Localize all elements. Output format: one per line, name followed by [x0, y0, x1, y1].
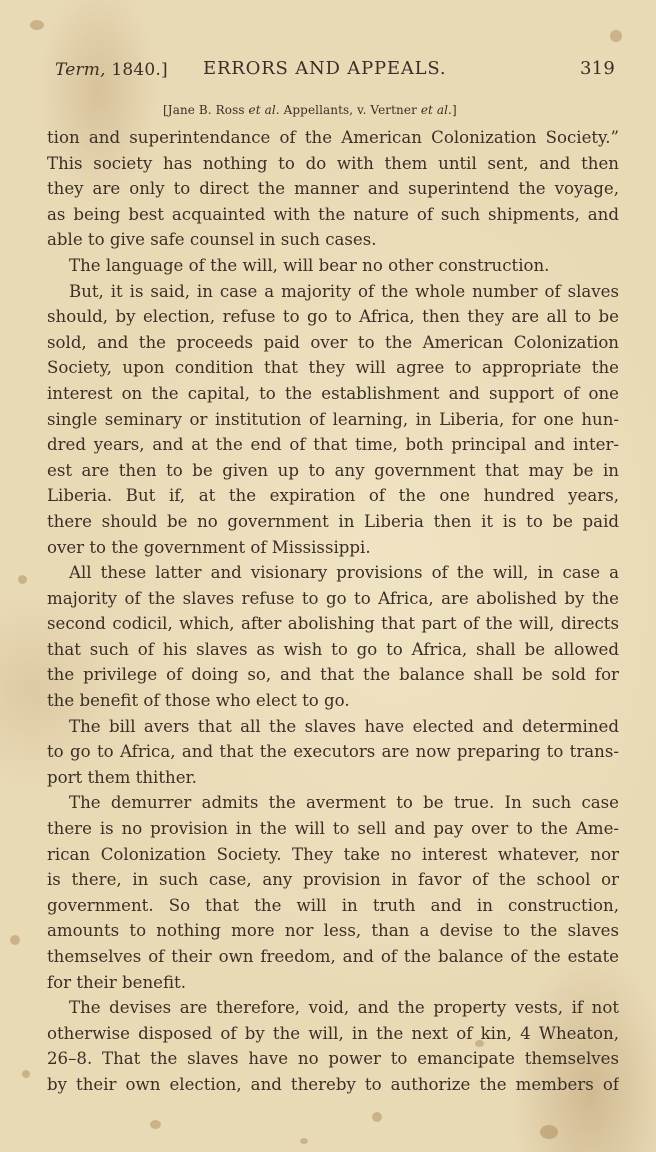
text-line: government. So that the will in truth and in construction,	[47, 895, 619, 915]
text-line: dred years, and at the end of that time, both principal and inter-	[47, 435, 619, 455]
text-line: 26–8. That the slaves have no power to emancipate themselves	[47, 1049, 619, 1069]
text-line: tion and superintendance of the American Colonization Society.”	[47, 128, 619, 147]
page-number: 319	[580, 58, 615, 79]
text-line: the privilege of doing so, and that the balance shall be sold for	[47, 665, 619, 685]
text-line: interest on the capital, to the establishment and support of one	[47, 383, 619, 403]
case-caption-etal-1: et al.	[248, 103, 280, 117]
text-line: port them thither.	[47, 767, 197, 787]
text-line: themselves of their own freedom, and of the balance of the estate	[47, 947, 619, 966]
text-line: sold, and the proceeds paid over to the American Colonization	[47, 332, 619, 352]
text-line: by their own election, and thereby to authorize the members of	[47, 1074, 619, 1094]
text-line: should, by election, refuse to go to Africa, then they are all to be	[47, 307, 619, 327]
text-line: to go to Africa, and that the executors are now preparing to trans-	[47, 742, 619, 762]
text-line: there should be no government in Liberia then it is to be paid	[47, 511, 619, 531]
text-line: there is no provision in the will to sell and pay over to the Ame-	[47, 819, 619, 839]
text-line: The devises are therefore, void, and the property vests, if not	[69, 998, 619, 1018]
text-line: able to give safe counsel in such cases.	[47, 230, 377, 250]
text-line: that such of his slaves as wish to go to Africa, shall be allowed	[47, 639, 619, 659]
header-term	[55, 60, 168, 80]
text-line: But, it is said, in case a majority of the whole number of slaves	[69, 281, 619, 301]
page-body-text	[47, 125, 619, 1098]
text-line: All these latter and visionary provisions of the will, in case a	[69, 563, 619, 583]
text-line: is there, in such case, any provision in favor of the school or	[47, 870, 619, 890]
text-line: single seminary or institution of learning, in Liberia, for one hun-	[47, 409, 619, 429]
text-line: The bill avers that all the slaves have elected and determined	[69, 716, 619, 736]
text-line: Liberia. But if, at the expiration of the one hundred years,	[47, 486, 619, 506]
text-line: they are only to direct the manner and superintend the voyage,	[47, 179, 619, 199]
text-line: The language of the will, will bear no other construction.	[69, 255, 550, 275]
text-line: The demurrer admits the averment to be true. In such case	[69, 793, 619, 813]
case-caption-open: [Jane B. Ross	[163, 103, 245, 117]
case-caption-etal-2: et al.	[420, 103, 452, 117]
text-line: for their benefit.	[47, 972, 186, 992]
text-line: second codicil, which, after abolishing that part of the will, directs	[47, 614, 619, 634]
case-caption-close: ]	[451, 103, 457, 117]
text-line: as being best acquainted with the nature of such shipments, and	[47, 204, 619, 224]
text-line: est are then to be given up to any government that may be in	[47, 460, 619, 480]
header-term-word: Term,	[55, 60, 106, 80]
text-line: Society, upon condition that they will agree to appropriate the	[47, 358, 619, 378]
case-caption	[163, 103, 457, 117]
text-line: This society has nothing to do with them until sent, and then	[47, 153, 619, 173]
text-line: majority of the slaves refuse to go to Africa, are abolished by the	[47, 588, 619, 608]
text-line: amounts to nothing more nor less, than a devise to the slaves	[47, 921, 619, 941]
running-header	[55, 58, 615, 84]
text-line: the benefit of those who elect to go.	[47, 691, 350, 711]
case-caption-middle: Appellants, v. Vertner	[283, 103, 417, 117]
header-year: 1840.]	[111, 60, 168, 80]
text-line: rican Colonization Society. They take no interest whatever, nor	[47, 844, 619, 864]
header-title: ERRORS AND APPEALS.	[203, 58, 447, 79]
text-line: over to the government of Mississippi.	[47, 537, 371, 557]
text-line: otherwise disposed of by the will, in the next of kin, 4 Wheaton,	[47, 1023, 619, 1043]
